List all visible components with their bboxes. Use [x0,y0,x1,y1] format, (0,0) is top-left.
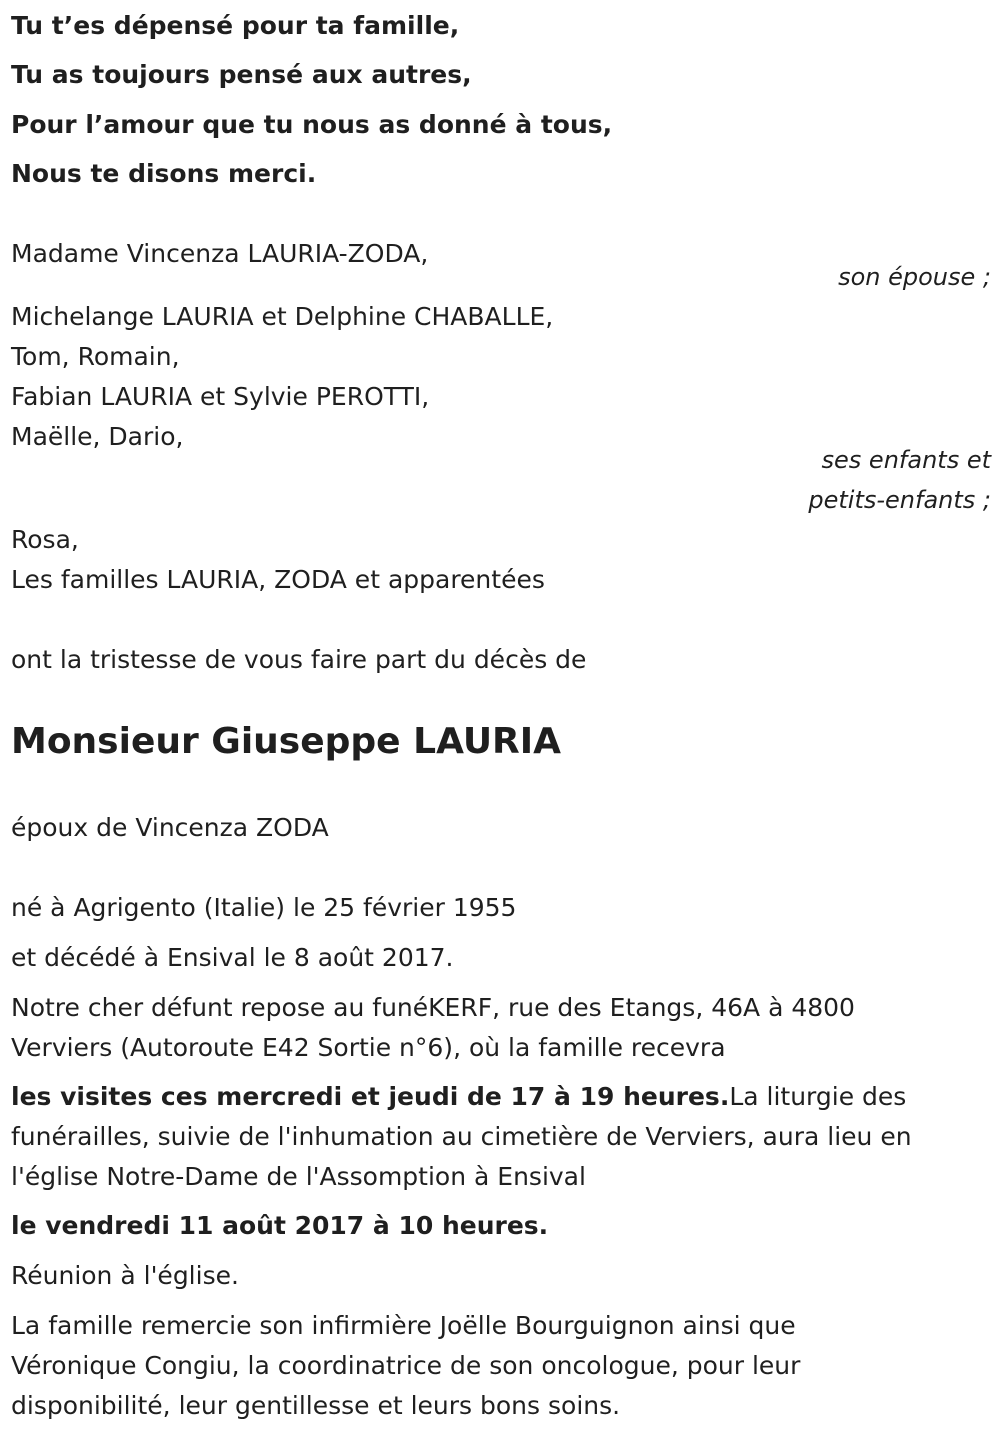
visits-line [11,1077,906,1117]
child-line-2: Tom, Romain, [11,342,180,371]
announcement-line: ont la tristesse de vous faire part du décès de [11,645,587,674]
reunion-line: Réunion à l'église. [11,1261,239,1290]
birth-line: né à Agrigento (Italie) le 25 février 1955 [11,893,517,922]
children-role-line-1: ses enfants et [821,446,991,474]
child-line-3: Fabian LAURIA et Sylvie PEROTTI, [11,382,430,411]
rest-line-1: Notre cher défunt repose au funéKERF, rue des Etangs, 46A à 4800 [11,993,855,1022]
thanks-line-2: Véronique Congiu, la coordinatrice de son oncologue, pour leur [11,1351,801,1380]
thanks-line-3: disponibilité, leur gentillesse et leurs bons soins. [11,1391,621,1420]
children-role-line-2: petits-enfants ; [808,486,991,514]
child-line-1: Michelange LAURIA et Delphine CHABALLE, [11,302,554,331]
death-line: et décédé à Ensival le 8 août 2017. [11,943,454,972]
other-line-2: Les familles LAURIA, ZODA et apparentées [11,565,545,594]
poem-line-4: Nous te disons merci. [11,159,317,188]
thanks-line-1: La famille remercie son infirmière Joëlle Bourguignon ainsi que [11,1311,796,1340]
other-line-1: Rosa, [11,525,79,554]
spouse-line: Madame Vincenza LAURIA-ZODA, [11,239,429,268]
deceased-name: Monsieur Giuseppe LAURIA [11,721,562,762]
child-line-4: Maëlle, Dario, [11,422,184,451]
spouse-role: son épouse ; [838,263,991,291]
visits-bold: les visites ces mercredi et jeudi de 17 à 19 heures. [11,1082,730,1111]
liturgy-start: La liturgie des [729,1082,907,1111]
liturgy-line-3: l'église Notre-Dame de l'Assomption à Ensival [11,1162,586,1191]
poem-line-2: Tu as toujours pensé aux autres, [11,60,472,89]
poem-line-3: Pour l’amour que tu nous as donné à tous, [11,110,613,139]
rest-line-2: Verviers (Autoroute E42 Sortie n°6), où la famille recevra [11,1033,726,1062]
obituary-page [11,0,991,1440]
funeral-date-line: le vendredi 11 août 2017 à 10 heures. [11,1211,549,1240]
poem-line-1: Tu t’es dépensé pour ta famille, [11,11,460,40]
liturgy-line-2: funérailles, suivie de l'inhumation au cimetière de Verviers, aura lieu en [11,1122,912,1151]
spouse-of-line: époux de Vincenza ZODA [11,813,329,842]
